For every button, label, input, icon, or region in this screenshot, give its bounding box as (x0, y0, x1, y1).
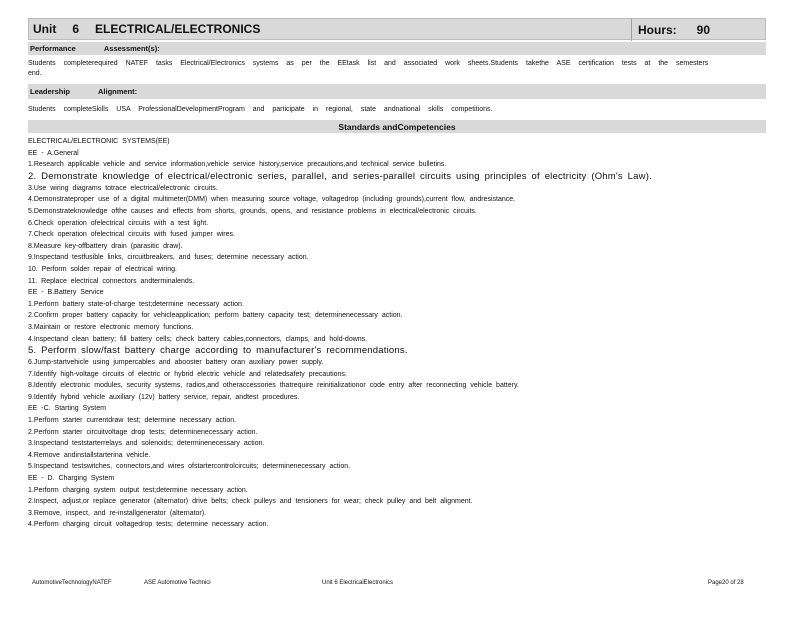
competency-line: 2.Perform starter circuitvoltage drop tests; determinenecessary action. (28, 428, 258, 436)
leadership-bar (28, 84, 766, 99)
competency-line: EE - B.Battery Service (28, 289, 104, 297)
competency-line: 3.Remove, inspect, and re-installgenerator (alternator). (28, 509, 207, 517)
competency-list (28, 136, 766, 531)
footer-unit: Unit 6 ElectricalElectronics (322, 580, 394, 586)
competency-line: 6.Check operation ofelectrical circuits with a test light. (28, 219, 209, 227)
performance-label: Performance (30, 44, 76, 53)
competency-line: 5.Demonstrateknowledge ofthe causes and effects from shorts, grounds, opens, and resistance problems in electrical/electronic circuits. (28, 207, 477, 215)
competency-line: 7.Identify high-voltage circuits of electric or hybrid electric vehicle and relatedsafety precautions. (28, 370, 347, 378)
competency-line: 3.Use wiring diagrams totrace electrical/electronic circuits. (28, 184, 218, 192)
competency-line: 8.Measure key-offbattery drain (parasitic draw). (28, 242, 183, 250)
competency-line: EE - D. Charging System (28, 475, 115, 483)
competency-line: 1.Perform battery state-of-charge test;determine necessary action. (28, 300, 244, 308)
competency-line: 10. Perform solder repair of electrical wiring. (28, 265, 177, 273)
competency-line: 4.Inspectand clean battery; fill battery cells; check battery cables,connectors, clamps, and hold-downs. (28, 335, 368, 343)
competency-line: 1.Perform starter currentdraw test; determine necessary action. (28, 417, 237, 425)
competency-line: 9.Inspectand testfusible links, circuitbreakers, and fuses; determine necessary action. (28, 254, 309, 262)
competency-line: 5.Inspectand testswitches, connectors,and wires ofstartercontrolcircuits; determinenecessary action. (28, 463, 351, 471)
competency-line: 4.Demonstrateproper use of a digital multimeter(DMM) when measuring source voltage, voltagedrop (including grounds),current flow, andresistance. (28, 196, 516, 204)
competency-line: 2.Inspect, adjust,or replace generator (alternator) drive belts; check pulleys and tensioners for wear; check pulley and belt alignment. (28, 498, 473, 506)
competency-line: 3.Maintain or restore electronic memory functions. (28, 323, 194, 331)
document-page (28, 18, 766, 531)
competency-line: 1.Research applicable vehicle and service information,vehicle service history,service precautions,and technical service bulletins. (28, 161, 447, 169)
competency-line: 7.Check operation ofelectrical circuits with fused jumper wires. (28, 231, 235, 239)
footer-ase: ASE Automotive Technici (144, 580, 211, 586)
standards-bar: Standards andCompetencies (28, 120, 766, 133)
competency-line: 11. Replace electrical connectors andterminalends. (28, 277, 195, 285)
competency-line: 5. Perform slow/fast battery charge according to manufacturer's recommendations. (28, 345, 408, 357)
hours-label: Hours: (638, 23, 677, 37)
unit-title: ELECTRICAL/ELECTRONICS (95, 22, 261, 36)
competency-line: ELECTRICAL/ELECTRONIC SYSTEMS(EE) (28, 138, 170, 145)
assessment-label: Assessment(s): (103, 44, 160, 53)
hours-value: 90 (696, 23, 711, 37)
unit-header-bar (28, 18, 766, 40)
competency-line: EE -C. Starting System (28, 405, 106, 413)
leadership-text: Students completeSkills USA ProfessionalDevelopmentProgram and participate in regional, state andnational skills competitions. (28, 106, 493, 113)
hours-box (631, 19, 765, 41)
competency-line: 6.Jump-startvehicle using jumpercables and abooster battery oran auxiliary power supply. (28, 359, 324, 367)
competency-line: 8.Identify electronic modules, security systems, radios,and otheraccessories thatrequire reinitializationor code entry after reconnecting vehicle battery. (28, 382, 519, 390)
footer-page: Page20 of 28 (708, 580, 744, 586)
alignment-label: Alignment: (98, 87, 138, 96)
competency-line: 1.Perform charging system output test;determine necessary action. (28, 486, 248, 494)
competency-line: 4.Remove andinstallstarterina vehicle. (28, 451, 151, 459)
competency-line: 2.Confirm proper battery capacity for vehicleapplication; perform battery capacity test; determinenecessary action. (28, 312, 403, 320)
competency-line: 9.Identify hybrid vehicle auxiliary (12v) battery service, repair, andtest procedures. (28, 393, 300, 401)
leadership-label: Leadership (30, 87, 71, 96)
competency-line: 3.Inspectand teststarterrelays and solenoids; determinenecessary action. (28, 440, 265, 448)
unit-label: Unit (33, 22, 57, 36)
performance-bar (28, 42, 766, 55)
footer-program: AutomotiveTechnologyNATEF (32, 580, 112, 586)
competency-line: 4.Perform charging circuit voltagedrop tests; determine necessary action. (28, 521, 269, 529)
competency-line: 2. Demonstrate knowledge of electrical/electronic series, parallel, and series-parallel circuits using principles of electricity (Ohm's Law). (28, 170, 652, 182)
unit-number: 6 (72, 22, 80, 36)
competency-line: EE - A.General (28, 149, 79, 157)
performance-text: Students completerequired NATEF tasks Electrical/Electronics systems as per the EEtask list and associated work sheets.Students takethe ASE certification tests at the semesters end. (28, 60, 709, 77)
